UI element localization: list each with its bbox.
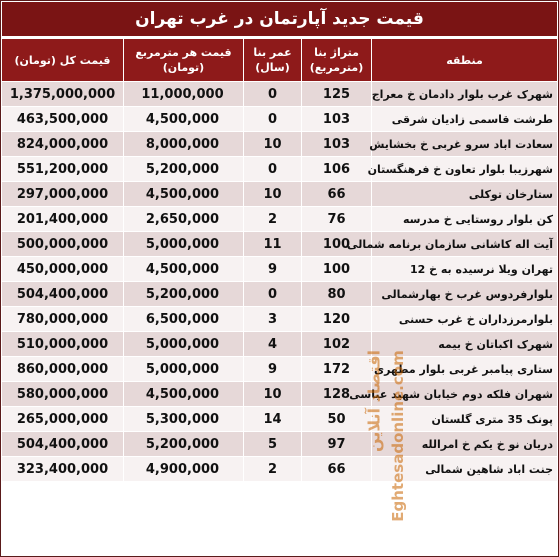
cell-area: آیت اله کاشانی سازمان برنامه شمالی <box>371 232 557 256</box>
cell-total-price: 860,000,000 <box>2 357 123 381</box>
cell-size: 103 <box>301 132 371 156</box>
cell-area: سعادت اباد سرو غربی خ بخشایش <box>371 132 557 156</box>
cell-total-price: 450,000,000 <box>2 257 123 281</box>
cell-unit-price: 4,500,000 <box>123 382 243 406</box>
cell-total-price: 463,500,000 <box>2 107 123 131</box>
cell-total-price: 824,000,000 <box>2 132 123 156</box>
table-row <box>2 182 557 206</box>
table-row <box>2 457 557 481</box>
header-unit-price: قیمت هر مترمربع (تومان) <box>123 39 243 81</box>
cell-size: 66 <box>301 182 371 206</box>
cell-age: 10 <box>243 182 301 206</box>
cell-age: 0 <box>243 282 301 306</box>
cell-area: شهران فلکه دوم خیابان شهید عباسی <box>371 382 557 406</box>
cell-area: شهرک اکباتان خ بیمه <box>371 332 557 356</box>
cell-unit-price: 5,200,000 <box>123 157 243 181</box>
cell-area: بلوارفردوس غرب خ بهارشمالی <box>371 282 557 306</box>
cell-size: 50 <box>301 407 371 431</box>
header-area: منطقه <box>371 39 557 81</box>
header-age: عمر بنا (سال) <box>243 39 301 81</box>
cell-unit-price: 8,000,000 <box>123 132 243 156</box>
table-row <box>2 382 557 406</box>
cell-total-price: 510,000,000 <box>2 332 123 356</box>
cell-age: 9 <box>243 357 301 381</box>
cell-total-price: 780,000,000 <box>2 307 123 331</box>
header-size: متراژ بنا (مترمربع) <box>301 39 371 81</box>
cell-size: 125 <box>301 82 371 106</box>
cell-size: 97 <box>301 432 371 456</box>
cell-age: 2 <box>243 207 301 231</box>
cell-size: 172 <box>301 357 371 381</box>
table-row <box>2 432 557 456</box>
cell-age: 0 <box>243 82 301 106</box>
cell-size: 102 <box>301 332 371 356</box>
cell-area: شهرک غرب بلوار دادمان خ معراج <box>371 82 557 106</box>
cell-size: 106 <box>301 157 371 181</box>
cell-unit-price: 5,200,000 <box>123 432 243 456</box>
cell-unit-price: 5,200,000 <box>123 282 243 306</box>
cell-unit-price: 4,900,000 <box>123 457 243 481</box>
cell-area: بلوارمرزداران خ غرب حسنی <box>371 307 557 331</box>
cell-unit-price: 5,000,000 <box>123 357 243 381</box>
cell-total-price: 580,000,000 <box>2 382 123 406</box>
cell-size: 103 <box>301 107 371 131</box>
header-total-price: قیمت کل (تومان) <box>2 39 123 81</box>
table-row <box>2 407 557 431</box>
cell-area: کن بلوار روستایی خ مدرسه <box>371 207 557 231</box>
cell-unit-price: 5,000,000 <box>123 232 243 256</box>
cell-unit-price: 5,000,000 <box>123 332 243 356</box>
cell-area: پونک 35 متری گلستان <box>371 407 557 431</box>
table-row <box>2 207 557 231</box>
table-row <box>2 107 557 131</box>
cell-total-price: 1,375,000,000 <box>2 82 123 106</box>
cell-age: 9 <box>243 257 301 281</box>
cell-size: 120 <box>301 307 371 331</box>
watermark-en: Eghtesadonline.com <box>389 350 407 522</box>
cell-area: شهرزیبا بلوار تعاون خ فرهنگستان <box>371 157 557 181</box>
table-row <box>2 82 557 106</box>
cell-total-price: 323,400,000 <box>2 457 123 481</box>
cell-unit-price: 2,650,000 <box>123 207 243 231</box>
apartment-price-table <box>2 38 557 482</box>
cell-unit-price: 4,500,000 <box>123 182 243 206</box>
cell-age: 0 <box>243 107 301 131</box>
cell-area: تهران ویلا نرسیده به خ 12 <box>371 257 557 281</box>
cell-total-price: 201,400,000 <box>2 207 123 231</box>
cell-size: 128 <box>301 382 371 406</box>
cell-age: 11 <box>243 232 301 256</box>
cell-age: 3 <box>243 307 301 331</box>
cell-unit-price: 11,000,000 <box>123 82 243 106</box>
cell-unit-price: 5,300,000 <box>123 407 243 431</box>
table-title: قیمت جدید آپارتمان در غرب تهران <box>2 2 557 36</box>
cell-unit-price: 4,500,000 <box>123 107 243 131</box>
cell-age: 2 <box>243 457 301 481</box>
cell-size: 100 <box>301 232 371 256</box>
cell-size: 66 <box>301 457 371 481</box>
header-row <box>2 39 557 81</box>
table-row <box>2 332 557 356</box>
cell-age: 10 <box>243 132 301 156</box>
cell-size: 100 <box>301 257 371 281</box>
cell-area: ستارخان توکلی <box>371 182 557 206</box>
cell-unit-price: 4,500,000 <box>123 257 243 281</box>
cell-age: 14 <box>243 407 301 431</box>
cell-total-price: 500,000,000 <box>2 232 123 256</box>
cell-size: 80 <box>301 282 371 306</box>
watermark-fa: اقتصاد آنلاین <box>364 349 384 453</box>
table-row <box>2 357 557 381</box>
table-row <box>2 232 557 256</box>
cell-area: طرشت قاسمی زادیان شرقی <box>371 107 557 131</box>
cell-size: 76 <box>301 207 371 231</box>
cell-area: دریان نو خ یکم خ امرالله <box>371 432 557 456</box>
cell-area: ستاری پیامبر غربی بلوار مطهری <box>371 357 557 381</box>
cell-unit-price: 6,500,000 <box>123 307 243 331</box>
cell-age: 10 <box>243 382 301 406</box>
table-row <box>2 132 557 156</box>
table-body <box>2 82 557 481</box>
table-row <box>2 282 557 306</box>
table-row <box>2 257 557 281</box>
cell-total-price: 551,200,000 <box>2 157 123 181</box>
cell-total-price: 265,000,000 <box>2 407 123 431</box>
cell-total-price: 297,000,000 <box>2 182 123 206</box>
cell-age: 5 <box>243 432 301 456</box>
table-row <box>2 157 557 181</box>
cell-age: 0 <box>243 157 301 181</box>
cell-area: جنت اباد شاهین شمالی <box>371 457 557 481</box>
cell-total-price: 504,400,000 <box>2 432 123 456</box>
cell-age: 4 <box>243 332 301 356</box>
cell-total-price: 504,400,000 <box>2 282 123 306</box>
table-row <box>2 307 557 331</box>
